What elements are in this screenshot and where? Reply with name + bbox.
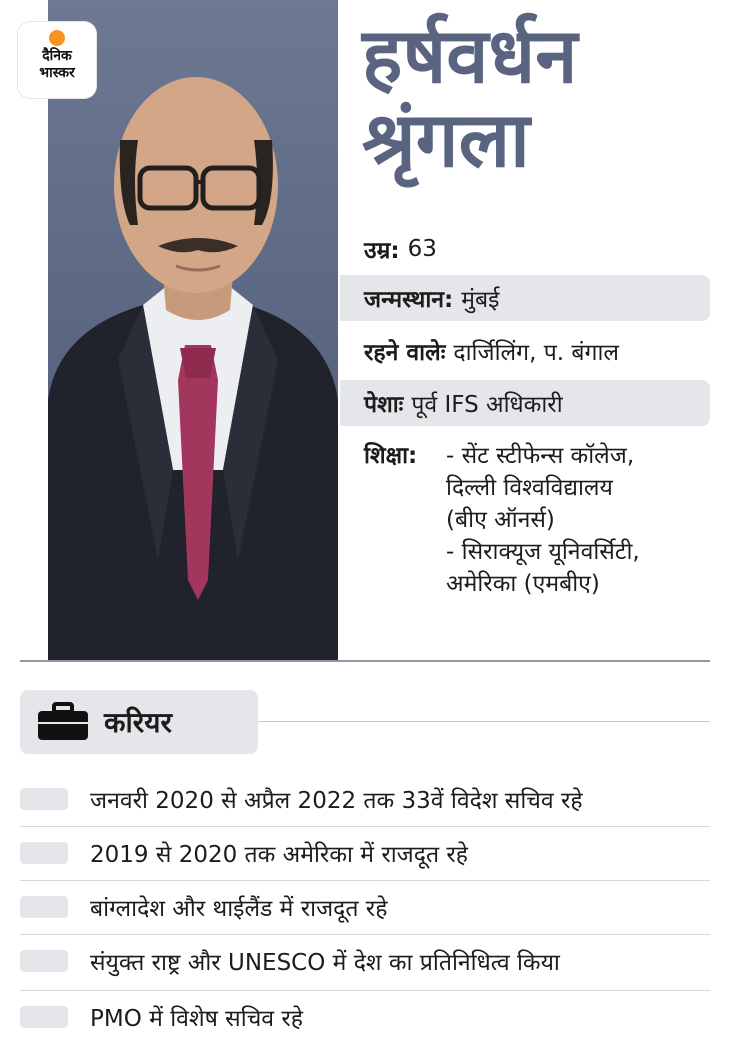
logo-line-1: दैनिक [42, 48, 72, 64]
profession-label: पेशाः [364, 392, 404, 418]
career-item-text: संयुक्त राष्ट्र और UNESCO में देश का प्रतिनिधित्व किया [90, 950, 560, 976]
career-item-text: जनवरी 2020 से अप्रैल 2022 तक 33वें विदेश सचिव रहे [90, 788, 583, 814]
career-item [20, 934, 710, 988]
bullet-bar [20, 1006, 68, 1028]
education-line: (बीए ऑनर्स) [446, 507, 555, 533]
education-lines [446, 440, 718, 600]
career-item [20, 772, 710, 826]
profession-value: पूर्व IFS अधिकारी [411, 392, 563, 418]
bullet-bar [20, 788, 68, 810]
education-line: - सिराक्यूज यूनिवर्सिटी, [446, 539, 640, 565]
birthplace-label: जन्मस्थान: [364, 287, 454, 313]
dainik-bhaskar-logo [18, 22, 96, 98]
career-item-text: बांग्लादेश और थाईलैंड में राजदूत रहे [90, 896, 388, 922]
info-row-profession [340, 380, 710, 426]
portrait-illustration [48, 0, 338, 660]
name-line-2: श्रृंगला [362, 95, 530, 184]
career-item [20, 990, 710, 1044]
residence-label: रहने वालेः [364, 340, 446, 366]
age-value: 63 [407, 236, 437, 262]
education-line: अमेरिका (एमबीए) [446, 571, 600, 597]
career-header-line [258, 721, 710, 722]
career-item-text: PMO में विशेष सचिव रहे [90, 1006, 304, 1032]
education-line: दिल्ली विश्वविद्यालय [446, 475, 613, 501]
sun-icon [49, 30, 65, 46]
career-title: करियर [104, 706, 172, 739]
education-line: - सेंट स्टीफेन्स कॉलेज, [446, 443, 635, 469]
bullet-bar [20, 896, 68, 918]
birthplace-value: मुंबई [461, 287, 500, 313]
career-header [20, 690, 258, 754]
career-item [20, 826, 710, 880]
info-row-residence [340, 328, 710, 374]
briefcase-icon [36, 702, 90, 742]
person-name [362, 11, 712, 184]
career-item [20, 880, 710, 934]
career-item-text: 2019 से 2020 तक अमेरिका में राजदूत रहे [90, 842, 469, 868]
portrait-photo [48, 0, 338, 660]
info-row-age [340, 226, 710, 272]
education-label: शिक्षा: [364, 443, 418, 469]
bullet-bar [20, 950, 68, 972]
info-row-birthplace [340, 275, 710, 321]
name-line-1: हर्षवर्धन [362, 11, 578, 100]
residence-value: दार्जिलिंग, प. बंगाल [453, 340, 620, 366]
age-label: उम्र: [364, 238, 400, 264]
bullet-bar [20, 842, 68, 864]
logo-line-2: भास्कर [39, 65, 75, 81]
section-divider [20, 660, 710, 662]
